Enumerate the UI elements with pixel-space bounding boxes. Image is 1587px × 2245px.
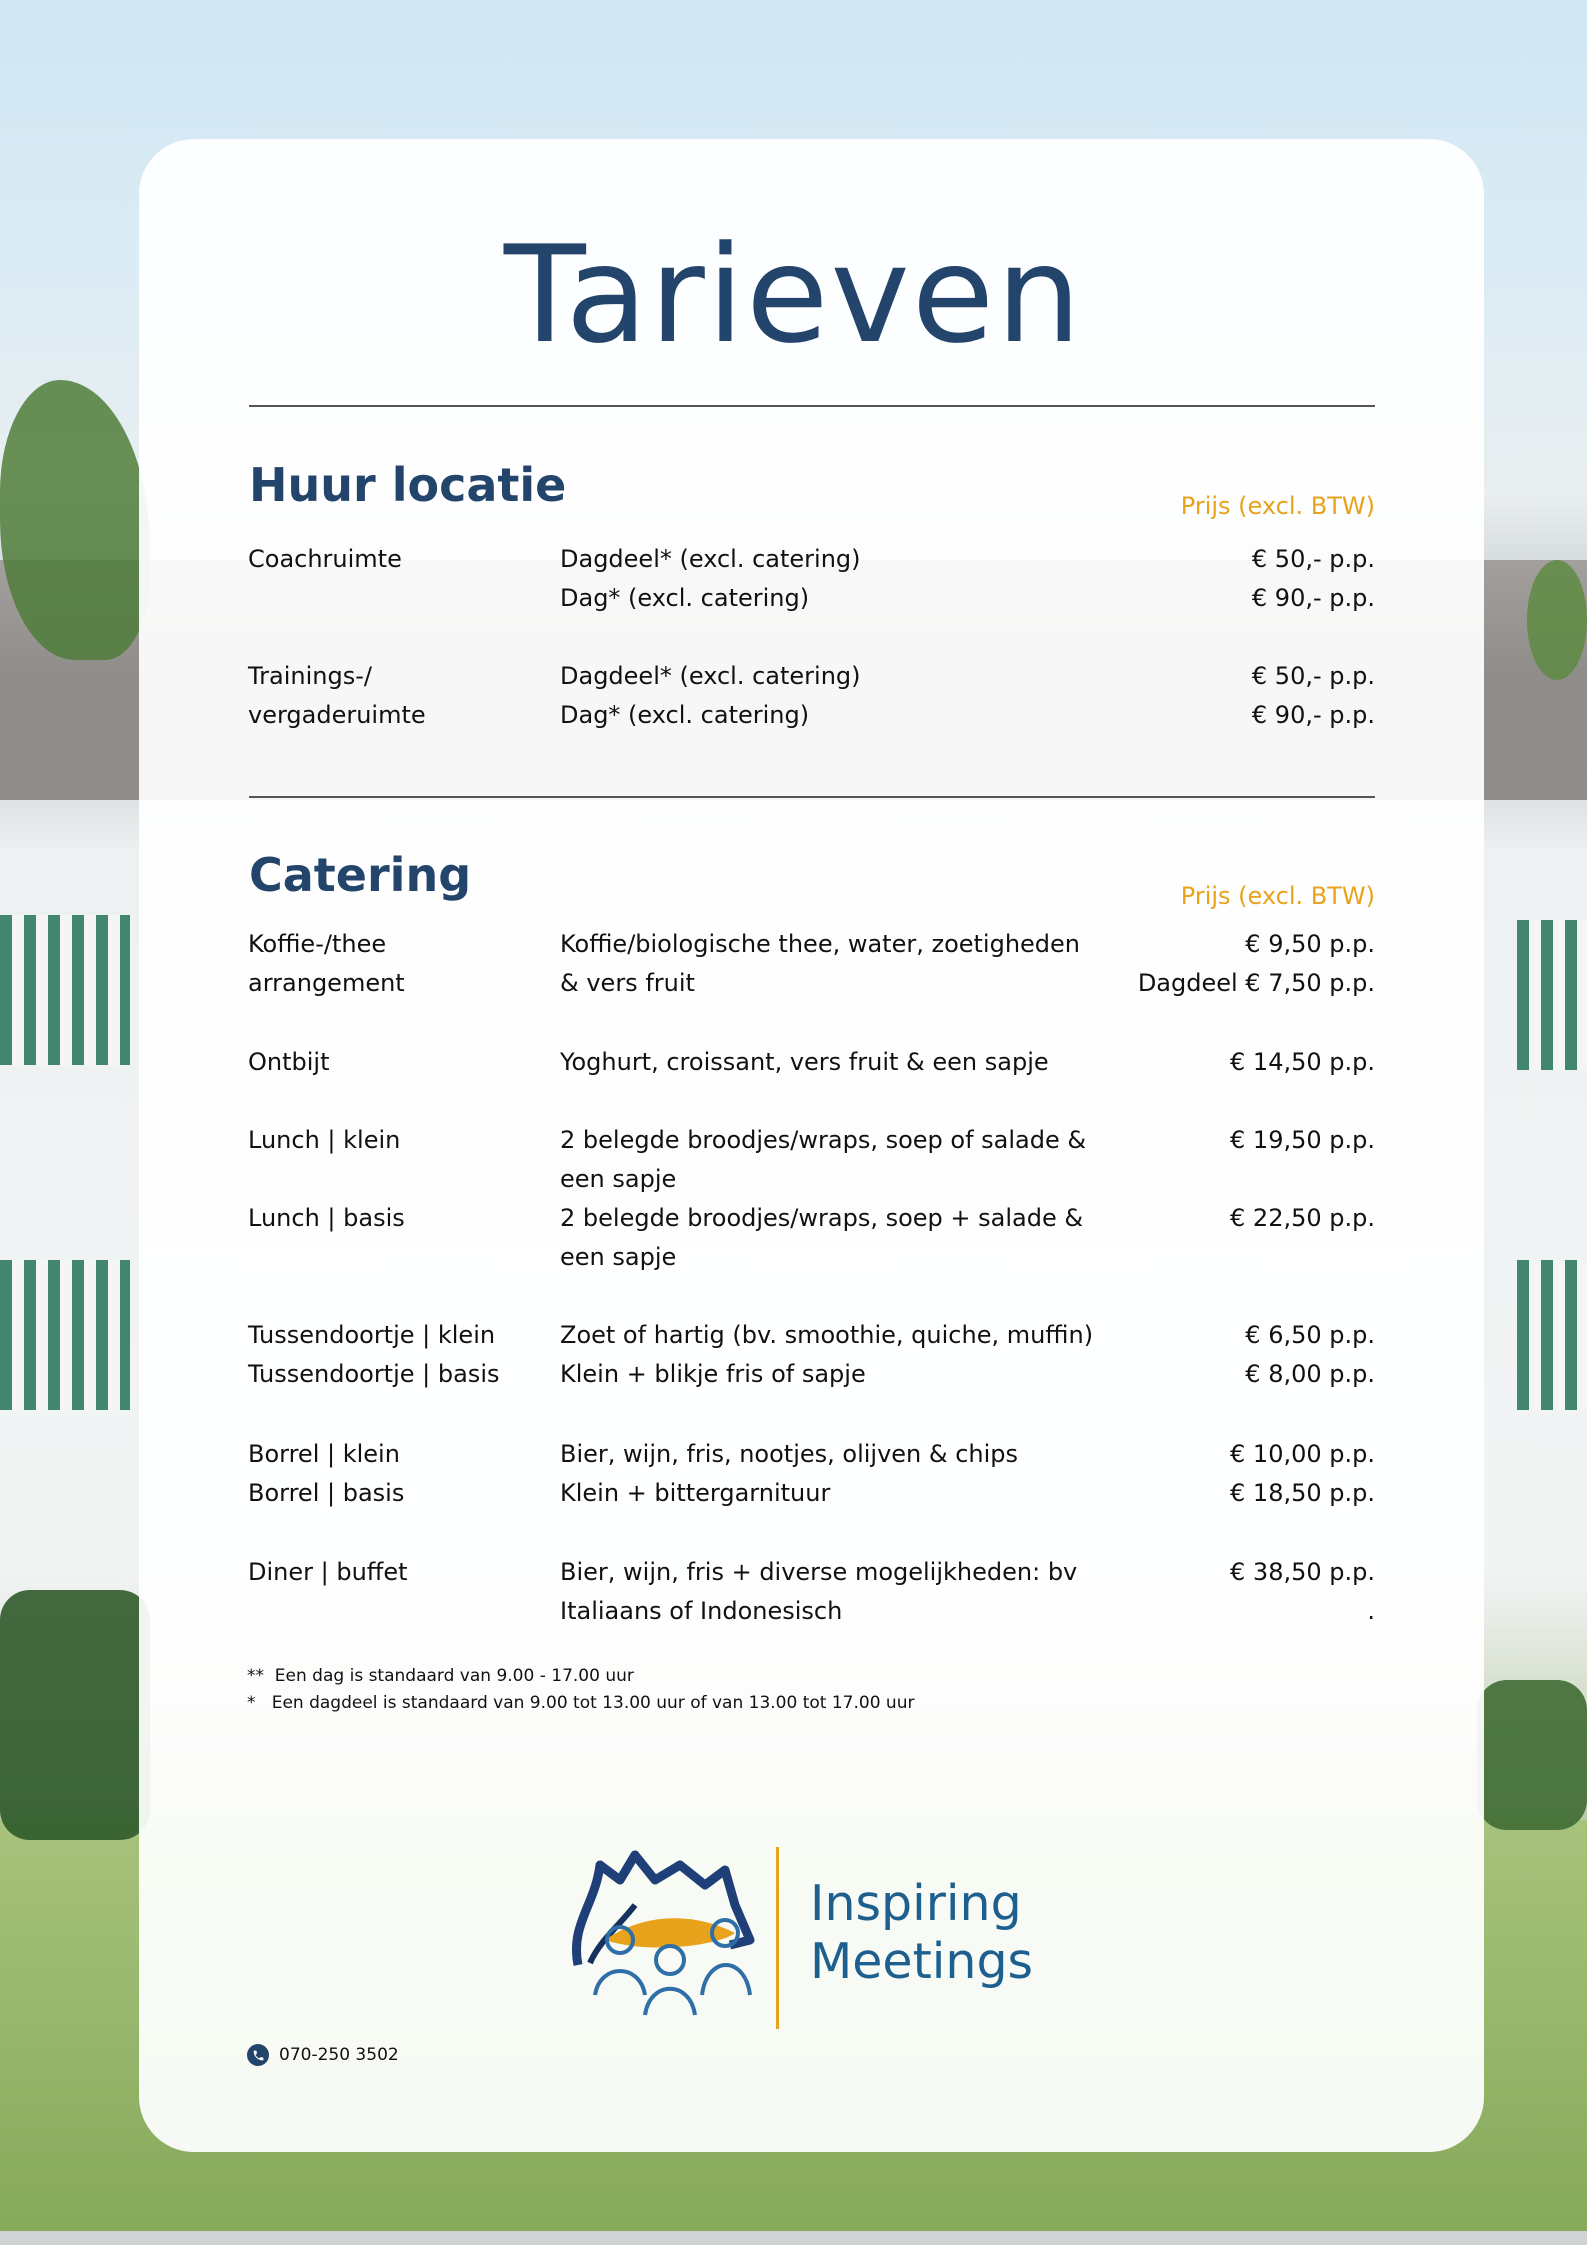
- item-price-line: € 14,50 p.p.: [1230, 1048, 1375, 1076]
- item-description-line: Zoet of hartig (bv. smoothie, quiche, muffin): [560, 1321, 1094, 1349]
- section-title-catering: Catering: [249, 848, 472, 902]
- item-name-line: Lunch | basis: [248, 1204, 405, 1232]
- logo-line: Inspiring: [810, 1875, 1022, 1932]
- page-title: Tarieven: [503, 217, 1084, 373]
- item-description-line: een sapje: [560, 1243, 677, 1271]
- item-price-line: € 90,- p.p.: [1251, 701, 1375, 729]
- item-price: [1115, 1316, 1375, 1394]
- item-price-line: € 10,00 p.p.: [1230, 1440, 1375, 1468]
- phone-number: 070-250 3502: [279, 2045, 399, 2065]
- item-description: [560, 1553, 1080, 1631]
- item-price: [1115, 1199, 1375, 1238]
- item-description-line: & vers fruit: [560, 969, 695, 997]
- item-name-line: Borrel | basis: [248, 1479, 405, 1507]
- item-name-line: Koffie-/thee: [248, 930, 387, 958]
- item-price-line: € 9,50 p.p.: [1245, 930, 1375, 958]
- phone-icon: [247, 2044, 269, 2066]
- footnote: ** Een dag is standaard van 9.00 - 17.00 uur: [247, 1666, 634, 1686]
- item-name: [248, 925, 548, 1003]
- background-awning: [1517, 1260, 1587, 1410]
- item-description-line: Dagdeel* (excl. catering): [560, 545, 861, 573]
- item-price-line: € 6,50 p.p.: [1245, 1321, 1375, 1349]
- item-description-line: Yoghurt, croissant, vers fruit & een sapje: [560, 1048, 1049, 1076]
- item-price-line: € 50,- p.p.: [1251, 662, 1375, 690]
- logo-line: Meetings: [810, 1933, 1034, 1990]
- item-name-line: vergaderuimte: [248, 701, 426, 729]
- item-price: [1115, 1435, 1375, 1513]
- item-description: [560, 1121, 1087, 1199]
- footnote: * Een dagdeel is standaard van 9.00 tot 13.00 uur of van 13.00 tot 17.00 uur: [247, 1693, 915, 1713]
- background-strip: [0, 2231, 1587, 2245]
- item-price-line: Dagdeel € 7,50 p.p.: [1137, 969, 1375, 997]
- background-hedge: [1477, 1680, 1587, 1830]
- item-name: [248, 1043, 548, 1082]
- price-header-rental: Prijs (excl. BTW): [1180, 492, 1375, 520]
- item-price-line: € 22,50 p.p.: [1230, 1204, 1375, 1232]
- background-awning: [0, 915, 130, 1065]
- item-description-line: Italiaans of Indonesisch: [560, 1597, 843, 1625]
- item-name: [248, 1199, 548, 1238]
- price-header-catering: Prijs (excl. BTW): [1180, 882, 1375, 910]
- contact-phone[interactable]: [247, 2044, 399, 2066]
- item-price-line: € 90,- p.p.: [1251, 584, 1375, 612]
- item-name: [248, 1121, 548, 1160]
- item-description-line: Koffie/biologische thee, water, zoetigheden: [560, 930, 1081, 958]
- divider: [249, 796, 1375, 798]
- logo-divider: [776, 1847, 779, 2029]
- item-description: [560, 540, 1080, 618]
- background-hedge: [0, 1590, 150, 1840]
- item-description: [560, 1435, 1080, 1513]
- item-name: [248, 1553, 548, 1592]
- item-price-line: € 38,50 p.p.: [1230, 1558, 1375, 1586]
- item-price: [1115, 657, 1375, 735]
- section-title-rental: Huur locatie: [249, 458, 567, 512]
- item-name-line: Tussendoortje | klein: [248, 1321, 496, 1349]
- background-awning: [1517, 920, 1587, 1070]
- item-price: [1115, 1553, 1375, 1631]
- item-name-line: Tussendoortje | basis: [248, 1360, 500, 1388]
- item-name-line: Trainings-/: [248, 662, 372, 690]
- item-description-line: Dag* (excl. catering): [560, 584, 810, 612]
- item-name: [248, 540, 548, 579]
- item-description-line: Klein + blikje fris of sapje: [560, 1360, 866, 1388]
- item-name-line: Diner | buffet: [248, 1558, 408, 1586]
- item-price-line: € 8,00 p.p.: [1245, 1360, 1375, 1388]
- background-tree: [0, 380, 150, 660]
- item-name-line: Coachruimte: [248, 545, 402, 573]
- footnotes: [247, 1663, 914, 1717]
- item-price-line: .: [1367, 1597, 1375, 1625]
- background-tree: [1527, 560, 1587, 680]
- item-name: [248, 1435, 548, 1513]
- item-description-line: 2 belegde broodjes/wraps, soep of salade &: [560, 1126, 1087, 1154]
- item-price-line: € 19,50 p.p.: [1230, 1126, 1375, 1154]
- item-price-line: € 50,- p.p.: [1251, 545, 1375, 573]
- item-price: [1115, 1121, 1375, 1160]
- item-name: [248, 1316, 548, 1394]
- item-description-line: Dag* (excl. catering): [560, 701, 810, 729]
- item-description: [560, 1199, 1084, 1277]
- item-name-line: Ontbijt: [248, 1048, 330, 1076]
- item-name-line: Lunch | klein: [248, 1126, 401, 1154]
- item-name-line: Borrel | klein: [248, 1440, 400, 1468]
- item-description-line: Klein + bittergarnituur: [560, 1479, 831, 1507]
- item-name: [248, 657, 548, 735]
- item-name-line: arrangement: [248, 969, 405, 997]
- item-description-line: Bier, wijn, fris, nootjes, olijven & chips: [560, 1440, 1019, 1468]
- item-description-line: 2 belegde broodjes/wraps, soep + salade &: [560, 1204, 1084, 1232]
- item-description: [560, 925, 1080, 1003]
- item-price: [1115, 1043, 1375, 1082]
- item-description-line: een sapje: [560, 1165, 677, 1193]
- logo-text: [810, 1875, 1033, 1991]
- item-price-line: € 18,50 p.p.: [1230, 1479, 1375, 1507]
- background-awning: [0, 1260, 130, 1410]
- item-description-line: Dagdeel* (excl. catering): [560, 662, 861, 690]
- item-price: [1115, 540, 1375, 618]
- item-description: [560, 1316, 1094, 1394]
- divider: [249, 405, 1375, 407]
- item-description-line: Bier, wijn, fris + diverse mogelijkheden: bv: [560, 1558, 1078, 1586]
- item-description: [560, 657, 1080, 735]
- item-price: [1115, 925, 1375, 1003]
- item-description: [560, 1043, 1080, 1082]
